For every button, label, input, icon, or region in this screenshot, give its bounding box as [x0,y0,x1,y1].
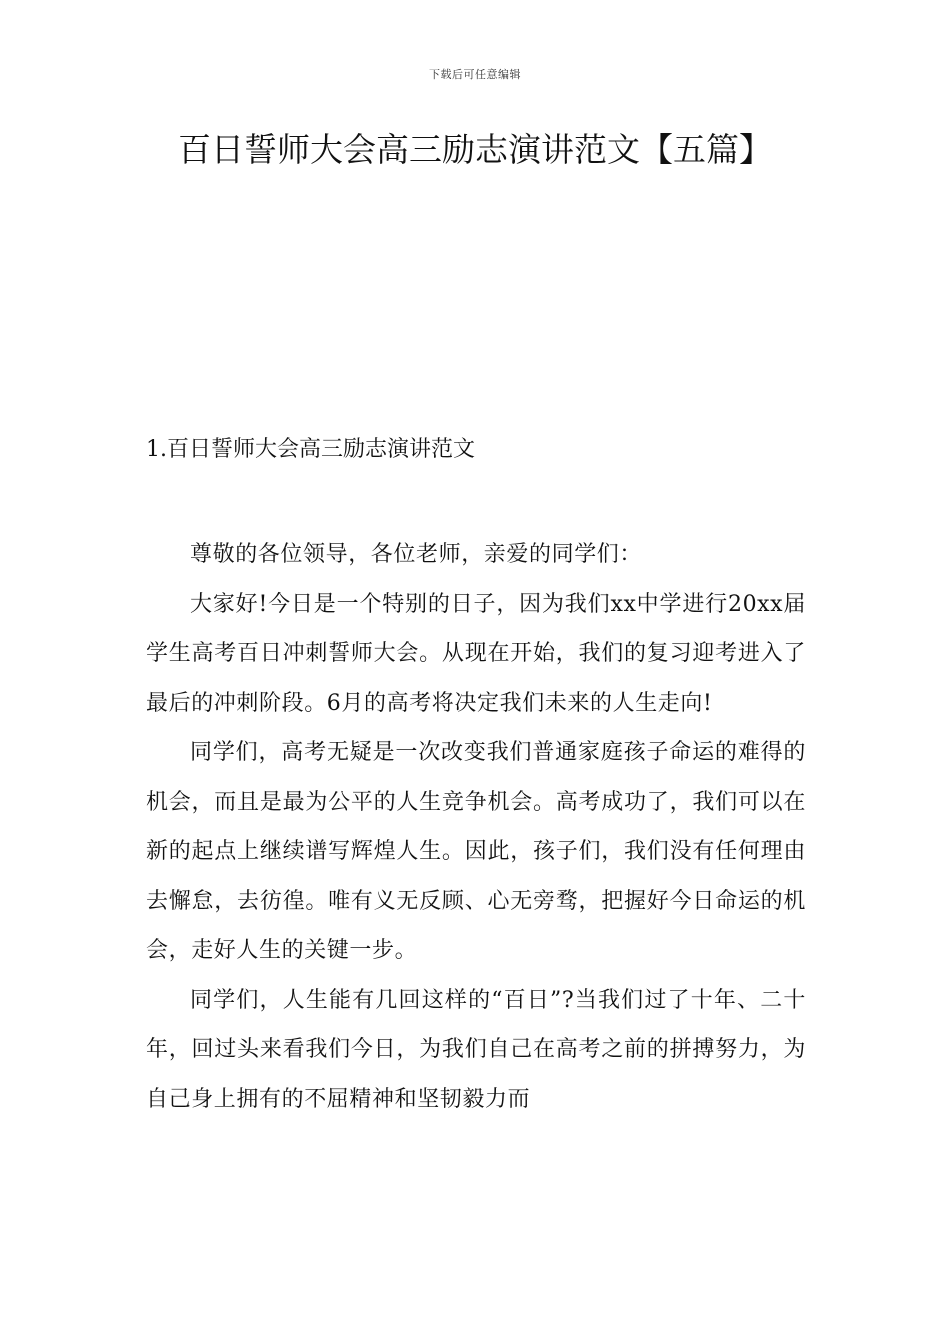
salutation-paragraph: 尊敬的各位领导，各位老师，亲爱的同学们： [190,542,643,567]
body-paragraph: 同学们，人生能有几回这样的“百日”?当我们过了十年、二十年，回过头来看我们今日，为我们自己在高考之前的拼搏努力，为自己身上拥有的不屈精神和坚韧毅力而 [146,987,806,1112]
section-heading: 1.百日誓师大会高三励志演讲范文 [146,437,475,462]
body-paragraph: 同学们，高考无疑是一次改变我们普通家庭孩子命运的难得的机会，而且是最为公平的人生竞争机会。高考成功了，我们可以在新的起点上继续谱写辉煌人生。因此，孩子们，我们没有任何理由去懈怠，去彷徨。唯有义无反顾、心无旁骛，把握好今日命运的机会，走好人生的关键一步。 [146,740,806,963]
page-header-note: 下载后可任意编辑 [429,68,521,81]
body-paragraph: 大家好!今日是一个特别的日子，因为我们xx中学进行20xx届学生高考百日冲刺誓师大会。从现在开始，我们的复习迎考进入了最后的冲刺阶段。6月的高考将决定我们未来的人生走向! [146,591,806,716]
document-body [146,530,806,1124]
document-title: 百日誓师大会高三励志演讲范文【五篇】 [178,130,772,169]
